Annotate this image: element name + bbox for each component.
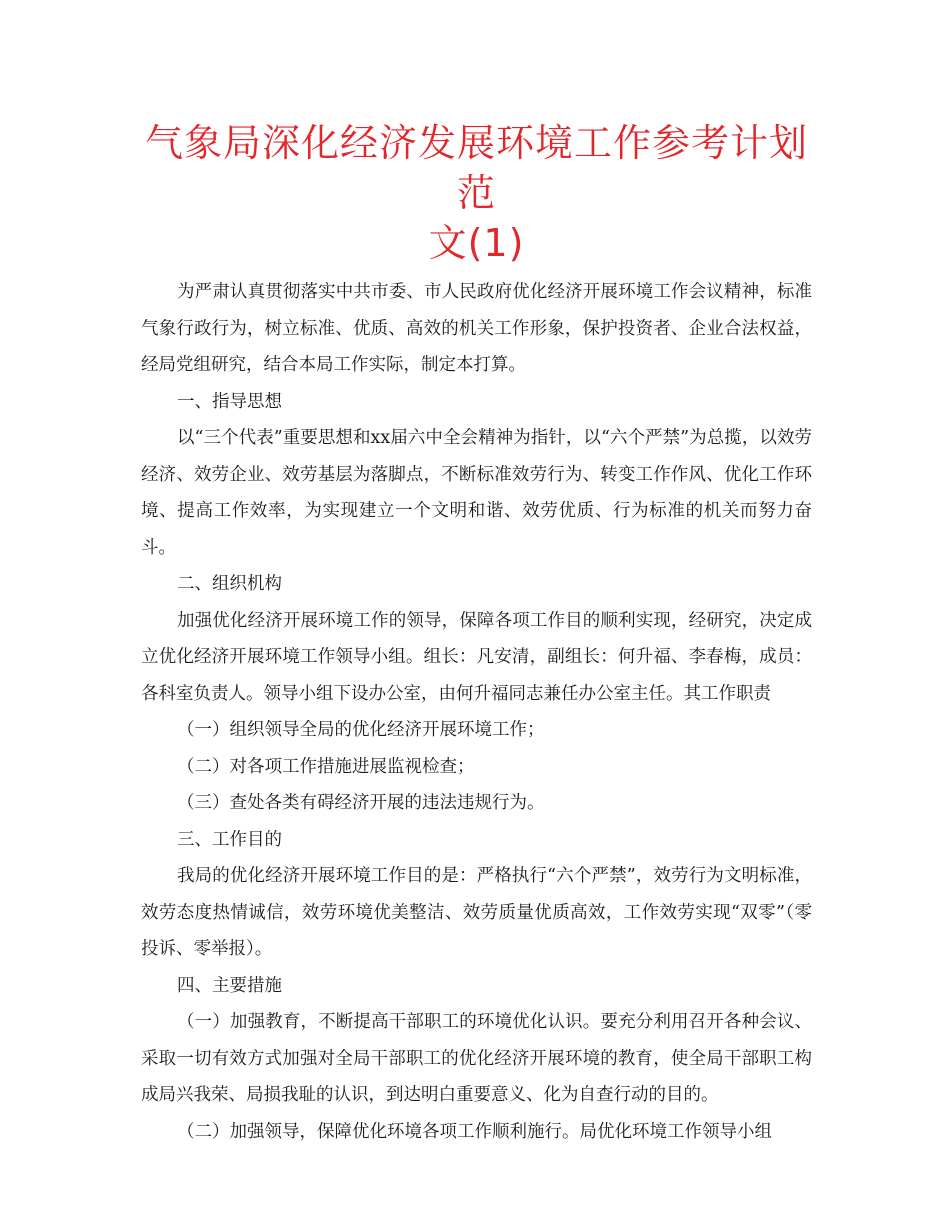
list-item-duty-2: （二）对各项工作措施进展监视检查； xyxy=(177,756,475,777)
paragraph-organization: 加强优化经济开展环境工作的领导，保障各项工作目的顺利实现，经研究，决定成立优化经济开展环境工作领导小组。组长：凡安清，副组长：何升福、李春梅，成员：各科室负责人。领导小组下设办公室，由何升福同志兼任办公室主任。其工作职责 xyxy=(141,610,812,704)
title-line-1: 气象局深化经济发展环境工作参考计划范 xyxy=(144,121,808,215)
list-item-duty-3: （三）查处各类有碍经济开展的违法违规行为。 xyxy=(177,793,545,813)
title-line-2: 文(1) xyxy=(428,221,525,265)
paragraph-measure-1: （一）加强教育，不断提高干部职工的环境优化认识。要充分利用召开各种会议、采取一切有效方式加强对全局干部职工的优化经济开展环境的教育，使全局干部职工构成局兴我荣、局损我耻的认识，到达明白重要意义、化为自查行动的目的。 xyxy=(141,1012,812,1105)
paragraph-guiding-ideology: 以“三个代表”重要思想和xx届六中全会精神为指针，以“六个严禁”为总揽，以效劳经济、效劳企业、效劳基层为落脚点，不断标准效劳行为、转变工作作风、优化工作环境、提高工作效率，为实现建立一个文明和谐、效劳优质、行为标准的机关而努力奋斗。 xyxy=(141,428,812,558)
list-item-duty-1: （一）组织领导全局的优化经济开展环境工作； xyxy=(177,720,545,740)
document-body xyxy=(141,274,812,1150)
paragraph-measure-2: （二）加强领导，保障优化环境各项工作顺利施行。局优化环境工作领导小组 xyxy=(177,1121,772,1142)
document-title xyxy=(141,118,812,268)
section-heading-organization: 二、组织机构 xyxy=(177,574,282,594)
paragraph-intro: 为严肃认真贯彻落实中共市委、市人民政府优化经济开展环境工作会议精神，标准气象行政行为，树立标准、优质、高效的机关工作形象，保护投资者、企业合法权益，经局党组研究，结合本局工作实际，制定本打算。 xyxy=(141,282,812,375)
section-heading-main-measures: 四、主要措施 xyxy=(177,975,282,996)
section-heading-guiding-ideology: 一、指导思想 xyxy=(177,391,282,412)
paragraph-work-goals: 我局的优化经济开展环境工作目的是：严格执行“六个严禁”，效劳行为文明标准，效劳态度热情诚信，效劳环境优美整洁、效劳质量优质高效，工作效劳实现“双零”（零投诉、零举报）。 xyxy=(141,866,812,959)
section-heading-work-goals: 三、工作目的 xyxy=(177,829,282,850)
